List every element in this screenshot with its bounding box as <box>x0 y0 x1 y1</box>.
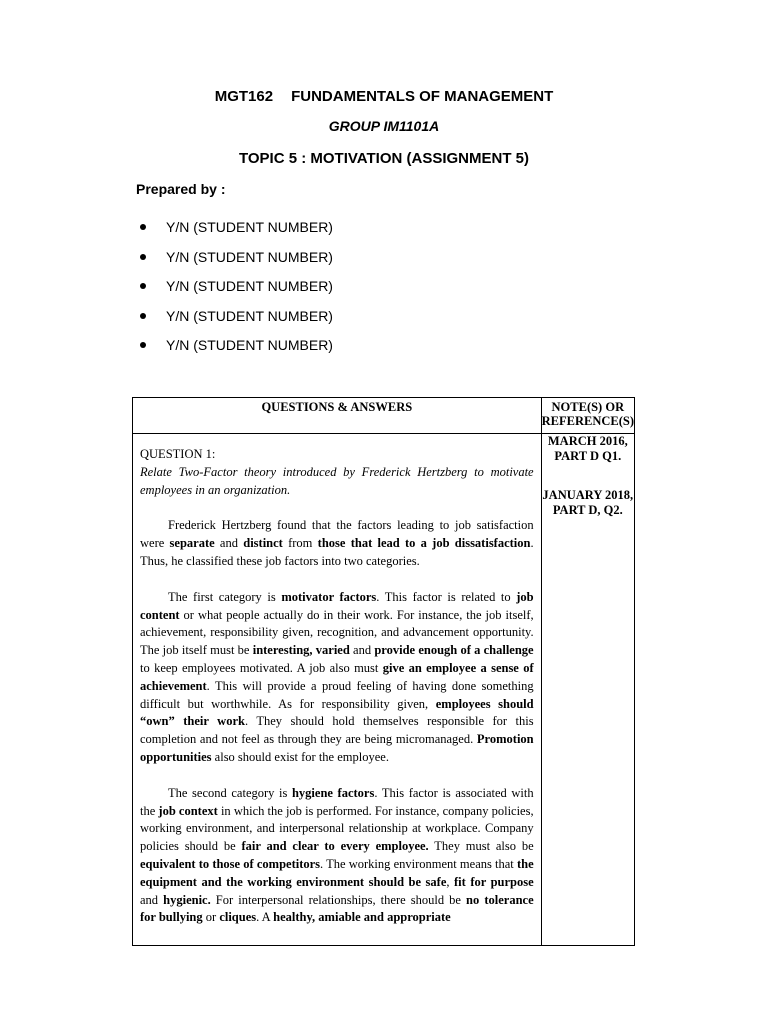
course-code: MGT162 <box>214 88 274 105</box>
reference-january-2018: JANUARY 2018, PART D, Q2. <box>542 488 634 517</box>
bullet-icon <box>140 254 146 260</box>
bullet-icon <box>140 313 146 319</box>
answer-paragraph-1: Frederick Hertzberg found that the factors leading to job satisfaction were separate and distinct from those that lead to a job dissatisfaction. Thus, he classified these job factors into two categories. <box>140 518 534 568</box>
reference-march-2016: MARCH 2016, PART D Q1. <box>547 434 628 463</box>
questions-answers-header: QUESTIONS & ANSWERS <box>133 398 542 434</box>
group-title: GROUP IM1101A <box>328 118 440 134</box>
topic-title: TOPIC 5 : MOTIVATION (ASSIGNMENT 5) <box>238 150 529 167</box>
list-item <box>136 335 333 365</box>
member-name: Y/N (STUDENT NUMBER) <box>166 248 333 265</box>
question-label: QUESTION 1: <box>140 447 216 461</box>
bullet-icon <box>140 224 146 230</box>
list-item <box>136 276 333 306</box>
list-item <box>136 217 333 247</box>
answer-paragraph-3: The second category is hygiene factors. This factor is associated with the job context in which the job is performed. For instance, company policies, working environment, and interpersonal relationship at workplace. Company policies should be fair and clear to every employee. They must also be equivalent to those of competitors. The working environment means that the equipment and the working environment should be safe, fit for purpose and hygienic. For interpersonal relationships, there should be no tolerance for bullying or cliques. A healthy, amiable and appropriate <box>140 785 534 925</box>
references-header: NOTE(S) OR REFERENCE(S) <box>541 398 634 434</box>
bullet-icon <box>140 283 146 289</box>
answer-cell <box>133 434 542 946</box>
course-title <box>0 88 768 105</box>
answer-paragraph-2: The first category is motivator factors. This factor is related to job content or what people actually do in their work. For instance, the job itself, achievement, responsibility given, recognition, and advancement opportunity. The job itself must be interesting, varied and provide enough of a challenge to keep employees motivated. A job also must give an employee a sense of achievement. This will provide a proud feeling of having done something difficult but worthwhile. As for responsibility given, employees should “own” their work. They should hold themselves responsible for this completion and not feel as through they are being micromanaged. Promotion opportunities also should exist for the employee. <box>140 589 534 764</box>
bullet-icon <box>140 342 146 348</box>
member-name: Y/N (STUDENT NUMBER) <box>166 307 333 324</box>
reference-cell <box>541 434 634 946</box>
member-list <box>136 217 333 365</box>
table-row <box>133 434 635 946</box>
list-item <box>136 306 333 336</box>
member-name: Y/N (STUDENT NUMBER) <box>166 278 333 294</box>
qa-table <box>132 397 635 946</box>
table-header-row <box>133 398 635 434</box>
list-item <box>136 247 333 277</box>
question-text: Relate Two-Factor theory introduced by Frederick Hertzberg to motivate employees in an organization. <box>140 464 534 497</box>
member-name: Y/N (STUDENT NUMBER) <box>166 219 333 235</box>
course-name: FUNDAMENTALS OF MANAGEMENT <box>291 88 554 105</box>
member-name: Y/N (STUDENT NUMBER) <box>166 337 333 353</box>
prepared-by-label: Prepared by : <box>136 181 226 197</box>
